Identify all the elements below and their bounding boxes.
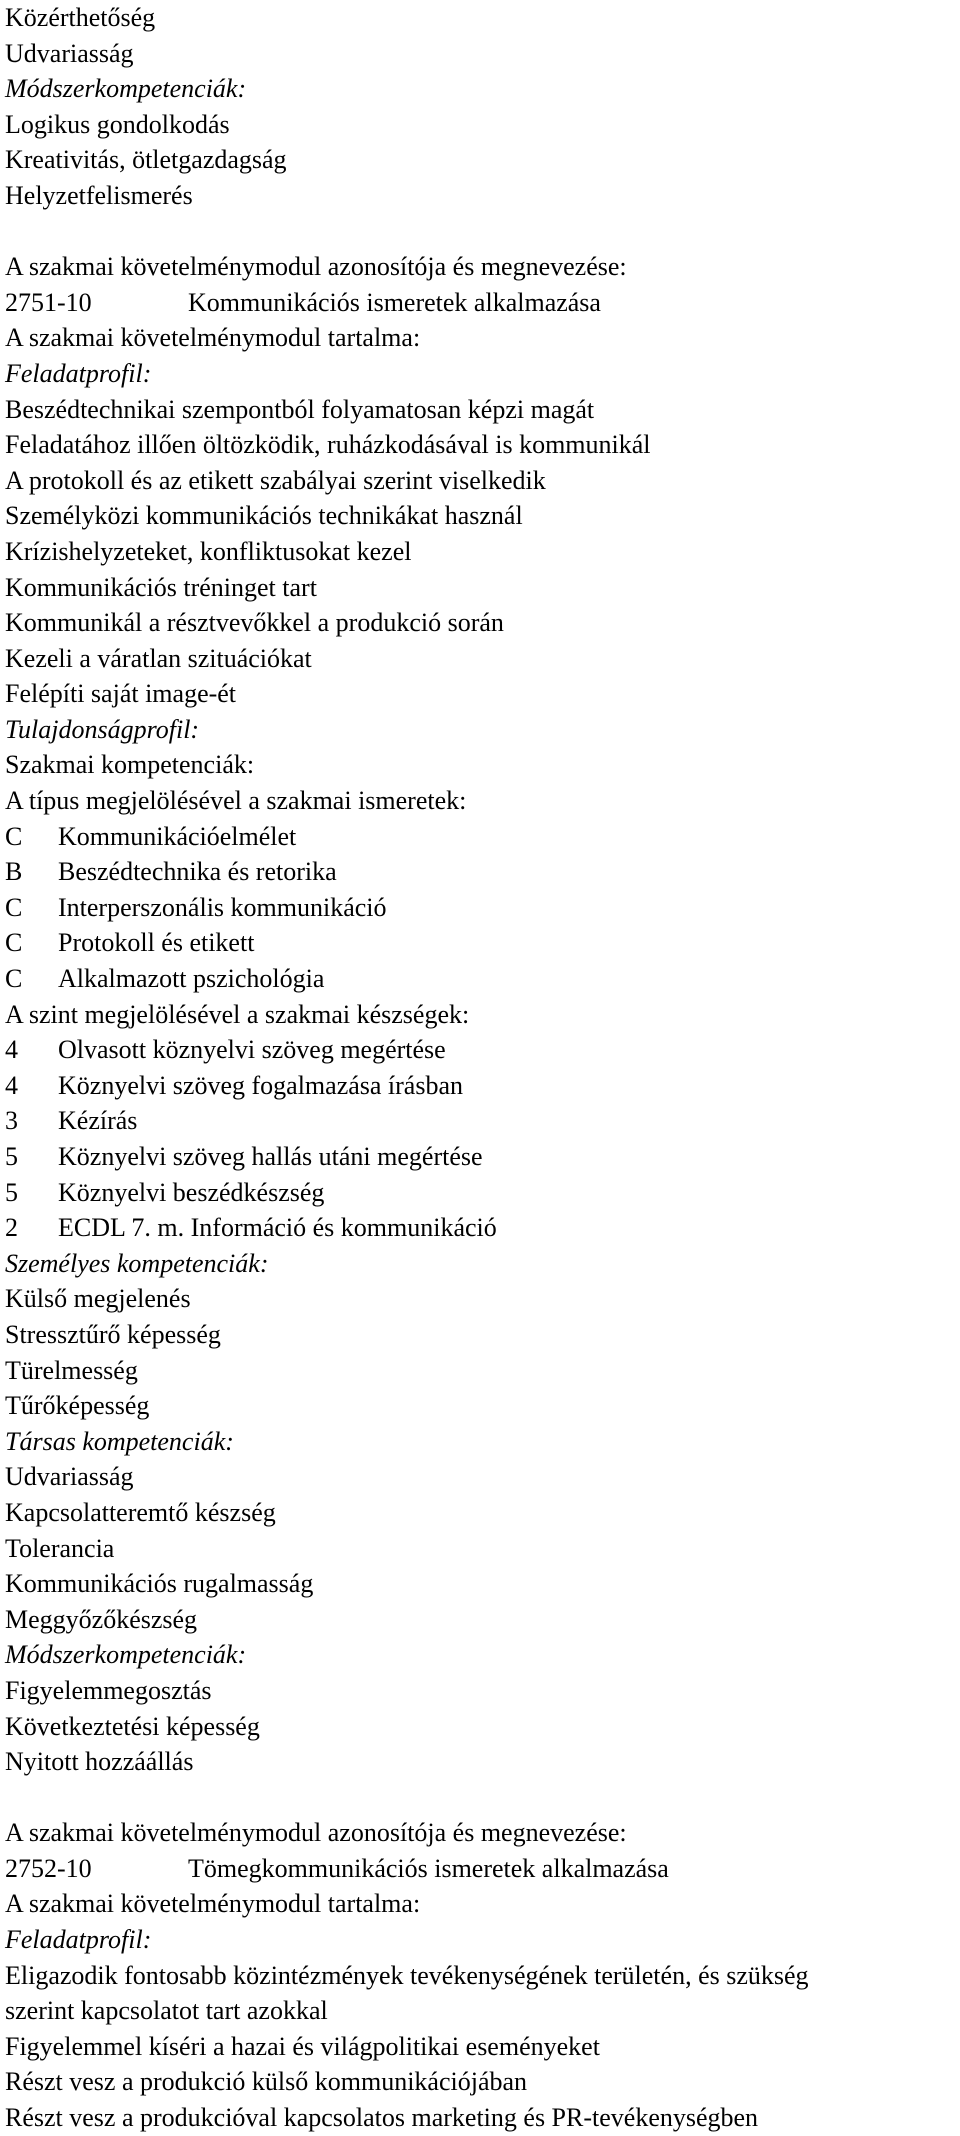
social-heading: Társas kompetenciák: bbox=[5, 1426, 234, 1456]
competency-item: Helyzetfelismerés bbox=[5, 180, 193, 210]
skill-level: 4 bbox=[5, 1070, 18, 1100]
competency-item: Türelmesség bbox=[5, 1355, 138, 1385]
task-item: Figyelemmel kíséri a hazai és világpolitikai eseményeket bbox=[5, 2031, 600, 2061]
skill-row bbox=[5, 1103, 955, 1139]
knowledge-type: C bbox=[5, 821, 23, 851]
knowledge-row bbox=[5, 961, 955, 997]
skill-text: Köznyelvi beszédkészség bbox=[58, 1177, 325, 1207]
skill-text: Köznyelvi szöveg hallás utáni megértése bbox=[58, 1142, 483, 1171]
skill-text: Kézírás bbox=[58, 1106, 138, 1136]
task-item: Beszédtechnikai szempontból folyamatosan képzi magát bbox=[5, 394, 595, 424]
personal-heading: Személyes kompetenciák: bbox=[5, 1248, 269, 1278]
task-item: Krízishelyzeteket, konfliktusokat kezel bbox=[5, 536, 412, 566]
task-item: A protokoll és az etikett szabályai szerint viselkedik bbox=[5, 465, 546, 495]
module-id-heading: A szakmai követelménymodul azonosítója és megnevezése: bbox=[5, 1818, 627, 1848]
task-item: Részt vesz a produkció külső kommunikációjában bbox=[5, 2067, 528, 2097]
competency-item: Külső megjelenés bbox=[5, 1284, 191, 1314]
task-profile-heading: Feladatprofil: bbox=[5, 1925, 152, 1955]
task-item: Kezeli a váratlan szituációkat bbox=[5, 643, 312, 673]
skills-heading: A szint megjelölésével a szakmai készségek: bbox=[5, 999, 470, 1029]
knowledge-text: Protokoll és etikett bbox=[58, 928, 255, 958]
method-heading: Módszerkompetenciák: bbox=[5, 74, 247, 104]
skill-level: 3 bbox=[5, 1106, 18, 1136]
skill-text: ECDL 7. m. Információ és kommunikáció bbox=[58, 1213, 497, 1243]
knowledge-heading: A típus megjelölésével a szakmai ismeretek: bbox=[5, 786, 467, 816]
knowledge-text: Alkalmazott pszichológia bbox=[58, 964, 325, 994]
skill-level: 4 bbox=[5, 1035, 18, 1065]
trait-profile-heading: Tulajdonságprofil: bbox=[5, 714, 200, 744]
spacer bbox=[5, 1780, 955, 1816]
module-title bbox=[5, 285, 955, 321]
competency-item: Közérthetőség bbox=[5, 3, 156, 32]
knowledge-type: B bbox=[5, 857, 23, 887]
module-name: Tömegkommunikációs ismeretek alkalmazása bbox=[188, 1853, 669, 1883]
task-item: Feladatához illően öltözködik, ruházkodásával is kommunikál bbox=[5, 430, 651, 460]
competency-item: Következtetési képesség bbox=[5, 1711, 260, 1741]
competency-item: Udvariasság bbox=[5, 1462, 134, 1492]
skill-level: 5 bbox=[5, 1177, 18, 1207]
competency-item: Tűrőképesség bbox=[5, 1391, 150, 1421]
competency-item: Kapcsolatteremtő készség bbox=[5, 1497, 276, 1527]
task-item: Kommunikációs tréninget tart bbox=[5, 572, 317, 602]
module-content-heading: A szakmai követelménymodul tartalma: bbox=[5, 1889, 421, 1919]
task-profile-heading: Feladatprofil: bbox=[5, 358, 152, 388]
method-heading: Módszerkompetenciák: bbox=[5, 1640, 247, 1670]
competency-item: Tolerancia bbox=[5, 1533, 115, 1563]
skill-row bbox=[5, 1032, 955, 1068]
knowledge-text: Beszédtechnika és retorika bbox=[58, 857, 337, 887]
knowledge-type: C bbox=[5, 964, 23, 994]
knowledge-type: C bbox=[5, 892, 23, 922]
knowledge-text: Kommunikációelmélet bbox=[58, 821, 297, 851]
professional-heading: Szakmai kompetenciák: bbox=[5, 750, 255, 780]
skill-row bbox=[5, 1139, 955, 1175]
skill-text: Olvasott köznyelvi szöveg megértése bbox=[58, 1035, 446, 1065]
task-item: szerint kapcsolatot tart azokkal bbox=[5, 1996, 328, 2026]
competency-item: Meggyőzőkészség bbox=[5, 1604, 198, 1634]
skill-row bbox=[5, 1175, 955, 1211]
module-content-heading: A szakmai követelménymodul tartalma: bbox=[5, 323, 421, 353]
skill-level: 2 bbox=[5, 1213, 18, 1243]
skill-level: 5 bbox=[5, 1142, 18, 1171]
document-page bbox=[5, 0, 955, 2136]
knowledge-row bbox=[5, 819, 955, 855]
spacer bbox=[5, 214, 955, 250]
competency-item: Figyelemmegosztás bbox=[5, 1675, 212, 1705]
skill-row bbox=[5, 1210, 955, 1246]
module-title bbox=[5, 1851, 955, 1887]
task-item: Kommunikál a résztvevőkkel a produkció során bbox=[5, 608, 504, 638]
module-id-heading: A szakmai követelménymodul azonosítója és megnevezése: bbox=[5, 252, 627, 282]
competency-item: Nyitott hozzáállás bbox=[5, 1747, 194, 1777]
task-item: Részt vesz a produkcióval kapcsolatos marketing és PR-tevékenységben bbox=[5, 2103, 759, 2133]
knowledge-row bbox=[5, 890, 955, 926]
competency-item: Kreativitás, ötletgazdagság bbox=[5, 145, 287, 175]
task-item: Eligazodik fontosabb közintézmények tevékenységének területén, és szükség bbox=[5, 1960, 809, 1990]
competency-item: Stressztűrő képesség bbox=[5, 1319, 221, 1349]
competency-item: Logikus gondolkodás bbox=[5, 109, 230, 139]
knowledge-row bbox=[5, 854, 955, 890]
task-item: Felépíti saját image-ét bbox=[5, 679, 237, 709]
module-code: 2752-10 bbox=[5, 1853, 92, 1883]
skill-row bbox=[5, 1068, 955, 1104]
knowledge-type: C bbox=[5, 928, 23, 958]
skill-text: Köznyelvi szöveg fogalmazása írásban bbox=[58, 1070, 464, 1100]
competency-item: Udvariasság bbox=[5, 38, 134, 68]
knowledge-row bbox=[5, 925, 955, 961]
module-name: Kommunikációs ismeretek alkalmazása bbox=[188, 287, 601, 317]
knowledge-text: Interperszonális kommunikáció bbox=[58, 892, 387, 922]
competency-item: Kommunikációs rugalmasság bbox=[5, 1569, 314, 1599]
task-item: Személyközi kommunikációs technikákat használ bbox=[5, 501, 523, 531]
module-code: 2751-10 bbox=[5, 287, 92, 317]
